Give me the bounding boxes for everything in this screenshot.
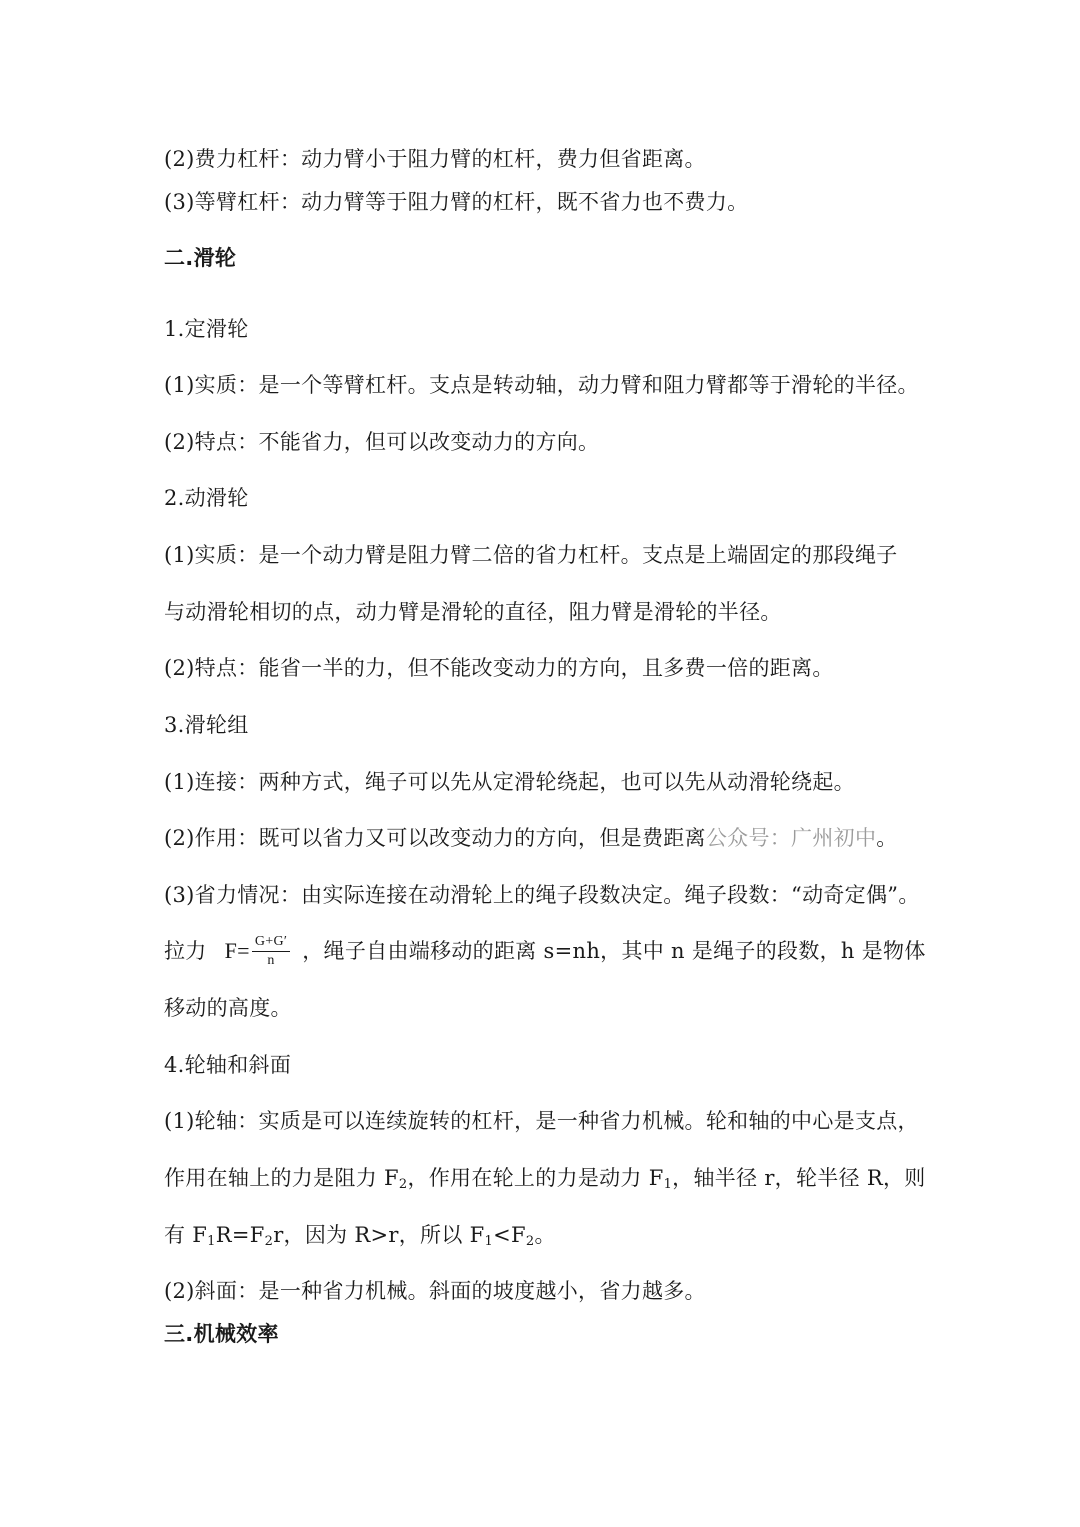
- text-line: [164, 1163, 926, 1193]
- text-line: (1)实质：是一个等臂杠杆。支点是转动轴，动力臂和阻力臂都等于滑轮的半径。: [164, 373, 919, 397]
- text-line: (2)斜面：是一种省力机械。斜面的坡度越小，省力越多。: [164, 1279, 706, 1303]
- subsection-heading: 3.滑轮组: [164, 713, 249, 737]
- text-line: (1)连接：两种方式，绳子可以先从定滑轮绕起，也可以先从动滑轮绕起。: [164, 770, 855, 794]
- text-line: 移动的高度。: [164, 996, 292, 1020]
- text-segment: 拉力: [164, 939, 207, 963]
- text-segment: r，因为 R>r，所以 F: [273, 1223, 485, 1247]
- subsection-heading: 1.定滑轮: [164, 317, 249, 341]
- subscript: 1: [663, 1177, 673, 1192]
- text-segment: 。: [876, 826, 898, 850]
- text-line: (2)特点：能省一半的力，但不能改变动力的方向，且多费一倍的距离。: [164, 656, 834, 680]
- pull-force-formula: [225, 934, 291, 969]
- formula-lhs: F=: [224, 938, 250, 963]
- text-line: 与动滑轮相切的点，动力臂是滑轮的直径，阻力臂是滑轮的半径。: [164, 600, 782, 624]
- fraction-numerator: G+G′: [252, 934, 290, 952]
- formula-line: [164, 928, 926, 974]
- text-line: (3)等臂杠杆：动力臂等于阻力臂的杠杆，既不省力也不费力。: [164, 190, 749, 214]
- text-segment: R=F: [215, 1223, 265, 1247]
- subscript: 2: [398, 1177, 408, 1192]
- subsection-heading: 2.动滑轮: [164, 486, 249, 510]
- subscript: 2: [525, 1234, 535, 1249]
- section-heading: 二.滑轮: [164, 246, 237, 270]
- text-line: (2)特点：不能省力，但可以改变动力的方向。: [164, 430, 600, 454]
- subscript: 1: [484, 1234, 494, 1249]
- text-segment: ，轴半径 r，轮半径 R，则: [672, 1166, 926, 1190]
- subscript: 1: [207, 1234, 216, 1249]
- text-line: (3)省力情况：由实际连接在动滑轮上的绳子段数决定。绳子段数：“动奇定偶”。: [164, 883, 920, 907]
- text-line: (1)实质：是一个动力臂是阻力臂二倍的省力杠杆。支点是上端固定的那段绳子: [164, 543, 898, 567]
- fraction-denominator: n: [267, 952, 275, 968]
- text-line: (2)费力杠杆：动力臂小于阻力臂的杠杆，费力但省距离。: [164, 147, 706, 171]
- section-heading: 三.机械效率: [164, 1322, 279, 1346]
- subscript: 2: [264, 1234, 274, 1249]
- text-line: (1)轮轴：实质是可以连续旋转的杠杆，是一种省力机械。轮和轴的中心是支点，: [164, 1109, 919, 1133]
- text-segment: 有 F: [164, 1223, 208, 1247]
- text-segment: <F: [493, 1223, 526, 1247]
- text-segment: 作用在轴上的力是阻力 F: [164, 1166, 399, 1190]
- text-segment: 。: [534, 1223, 556, 1247]
- text-segment: ，作用在轮上的力是动力 F: [407, 1166, 664, 1190]
- watermark-text: 公众号：广州初中: [705, 826, 877, 850]
- text-segment: (2)作用：既可以省力又可以改变动力的方向，但是费距离: [164, 826, 706, 850]
- text-line: [164, 1220, 556, 1250]
- text-line: [164, 823, 898, 853]
- text-segment: ，绳子自由端移动的距离 s=nh，其中 n 是绳子的段数，h 是物体: [302, 939, 926, 963]
- subsection-heading: 4.轮轴和斜面: [164, 1053, 292, 1077]
- fraction: [252, 934, 290, 969]
